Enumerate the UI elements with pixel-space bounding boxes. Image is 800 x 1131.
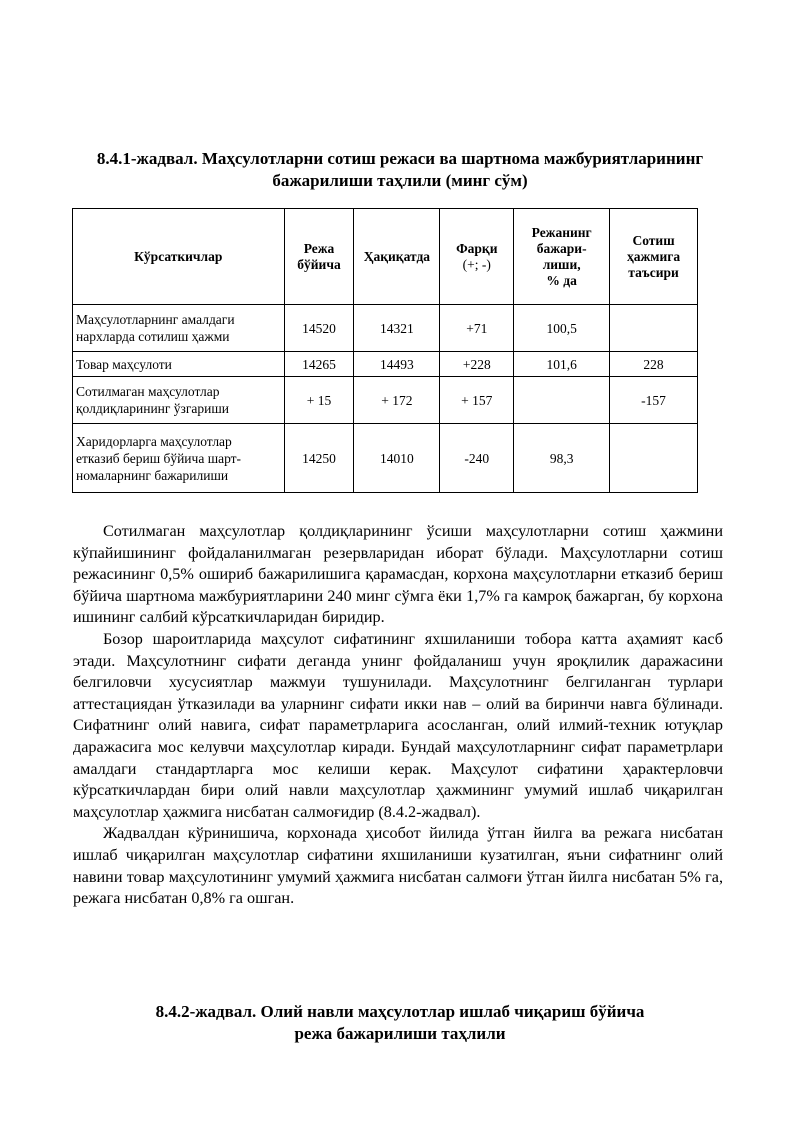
row-label: Харидорларга маҳсулотлар етказиб бериш бўйича шарт- номаларнинг бажарилиши [73,424,285,493]
table-cell: 14321 [354,305,440,352]
table-cell [514,377,610,424]
body-text [73,521,723,910]
table-cell: -157 [610,377,698,424]
table-cell: + 157 [440,377,514,424]
column-header: Режанинг бажари- лиши, % да [514,209,610,305]
table-header-row [73,209,698,305]
table-cell: + 172 [354,377,440,424]
table-title-line: бажарилиши таҳлили (минг сўм) [272,171,528,190]
table-cell [610,424,698,493]
column-header: Режа бўйича [284,209,354,305]
table-title [40,1001,760,1045]
column-header: Фарқи (+; -) [440,209,514,305]
row-label: Товар маҳсулоти [73,352,285,377]
table-cell: 14250 [284,424,354,493]
table-row [73,352,698,377]
row-label: Маҳсулотларнинг амалдаги нархларда сотилиш ҳажми [73,305,285,352]
table-title-line: 8.4.1-жадвал. Маҳсулотларни сотиш режаси ва шартнома мажбуриятларининг [96,149,704,168]
column-header: Кўрсаткичлар [73,209,285,305]
row-label: Сотилмаган маҳсулотлар қолдиқларининг ўзгариши [73,377,285,424]
table-cell: 100,5 [514,305,610,352]
table-cell: 14520 [284,305,354,352]
table-row [73,377,698,424]
table-cell: + 15 [284,377,354,424]
table-cell: 14265 [284,352,354,377]
column-header: Сотиш ҳажмига таъсири [610,209,698,305]
table-cell [610,305,698,352]
table-cell: +71 [440,305,514,352]
paragraph: Бозор шароитларида маҳсулот сифатининг яхшиланиши тобора катта аҳамият касб этади. Маҳсулотнинг сифати деганда унинг фойдаланиш учун яроқлилик даражасини белгиловчи хусусиятлар мажмуи тушунилади. Маҳсулотнинг белгиланган турлари аттестациядан ўтказилади ва уларнинг сифати икки нав – олий ва биринчи навга бўлинади. Сифатнинг олий навига, сифат параметрларига асосланган, олий илмий-техник ютуқлар даражасига мос келувчи маҳсулотлар киради. Бундай маҳсулотларнинг сифат параметрлари амалдаги стандартларга мос келиши керак. Маҳсулот сифатини ҳарактерловчи кўрсаткичлардан бири олий навли маҳсулотлар ҳажмининг умумий ишлаб чиқарилган маҳсулотлар ҳажмига нисбатан салмоғидир (8.4.2-жадвал). [73,629,723,821]
table-cell: 14493 [354,352,440,377]
table-title-line: режа бажарилиши таҳлили [294,1024,506,1043]
column-header: Ҳақиқатда [354,209,440,305]
paragraph: Жадвалдан кўринишича, корхонада ҳисобот йилида ўтган йилга ва режага нисбатан ишлаб чиқарилган маҳсулотлар сифатини яхшиланиши кузатилган, яъни сифатнинг олий навини товар маҳсулотининг умумий ҳажмига нисбатан салмоғи ўтган йилга нисбатан 5% га, режага нисбатан 0,8% га ошган. [73,824,723,908]
table-cell: 98,3 [514,424,610,493]
paragraph: Сотилмаган маҳсулотлар қолдиқларининг ўсиши маҳсулотларни сотиш ҳажмини кўпайишининг фойдаланилмаган резервларидан иборат бўлади. Маҳсулотларни сотиш режасининг 0,5% ошириб бажарилишига қарамасдан, корхона маҳсулотларни етказиб бериш бўйича шартнома мажбуриятларини 240 минг сўмга ёки 1,7% га камроқ бажарган, бу корхона ишининг салбий кўрсаткичларидан биридир. [73,522,723,627]
table-row [73,305,698,352]
table-row [73,424,698,493]
table-title-line: 8.4.2-жадвал. Олий навли маҳсулотлар ишлаб чиқариш бўйича [155,1002,645,1021]
table-cell: 101,6 [514,352,610,377]
table-cell: 228 [610,352,698,377]
table-title [40,148,760,192]
table-cell: 14010 [354,424,440,493]
sales-plan-table [72,208,698,493]
table-cell: -240 [440,424,514,493]
table-cell: +228 [440,352,514,377]
